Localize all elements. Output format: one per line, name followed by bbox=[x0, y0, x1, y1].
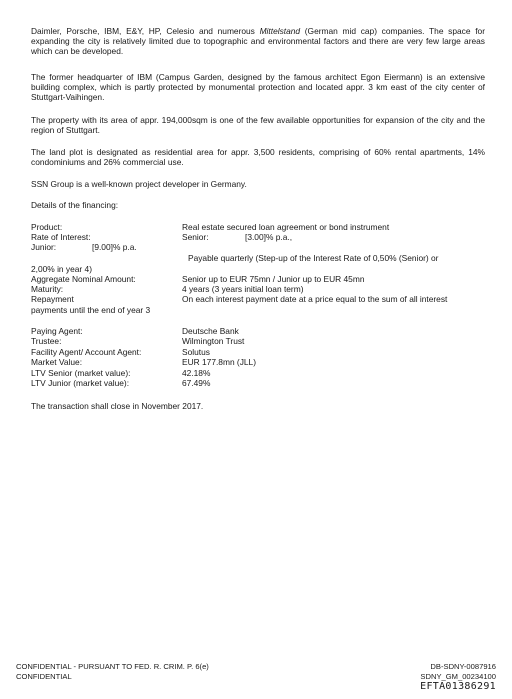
maturity-value: 4 years (3 years initial loan term) bbox=[182, 284, 304, 294]
bates-number-sdny: SDNY_GM_00234100 bbox=[420, 672, 496, 681]
product-value: Real estate secured loan agreement or bond instrument bbox=[182, 222, 390, 232]
repayment-label: Repayment bbox=[31, 294, 74, 304]
paragraph-land-plot: The land plot is designated as residential area for appr. 3,500 residents, comprising of 60% rental apartments, 14% condominiums and 26% commercial use. bbox=[31, 147, 485, 168]
junior-rate-value: [9.00]% p.a. bbox=[92, 242, 137, 252]
payable-text: Payable quarterly (Step-up of the Interest Rate of 0,50% (Senior) or bbox=[188, 253, 439, 263]
senior-rate-label: Senior: bbox=[182, 232, 209, 242]
ltv-senior-value: 42.18% bbox=[182, 368, 211, 378]
repayment-continued: payments until the end of year 3 bbox=[31, 305, 151, 315]
market-value-value: EUR 177.8mn (JLL) bbox=[182, 357, 257, 367]
facility-agent-label: Facility Agent/ Account Agent: bbox=[31, 347, 142, 357]
paragraph-property: The property with its area of appr. 194,000sqm is one of the few available opportunities for expansion of the city and the region of Stuttgart. bbox=[31, 115, 485, 136]
trustee-label: Trustee: bbox=[31, 336, 62, 346]
aggregate-label: Aggregate Nominal Amount: bbox=[31, 274, 136, 284]
senior-rate-value: [3.00]% p.a., bbox=[245, 232, 293, 242]
ltv-junior-label: LTV Junior (market value): bbox=[31, 378, 130, 388]
repayment-value: On each interest payment date at a price equal to the sum of all interest bbox=[182, 294, 448, 304]
mittelstand-term: Mittelstand bbox=[259, 26, 301, 36]
ltv-junior-value: 67.49% bbox=[182, 378, 211, 388]
closing-statement: The transaction shall close in November 2017. bbox=[31, 401, 204, 411]
paragraph-intro-text: Daimler, Porsche, IBM, E&Y, HP, Celesio and numerous bbox=[31, 26, 260, 36]
trustee-value: Wilmington Trust bbox=[182, 336, 245, 346]
facility-agent-value: Solutus bbox=[182, 347, 210, 357]
ltv-senior-label: LTV Senior (market value): bbox=[31, 368, 131, 378]
paragraph-ssn: SSN Group is a well-known project developer in Germany. bbox=[31, 179, 247, 189]
product-label: Product: bbox=[31, 222, 63, 232]
paragraph-intro-text-cont: (German mid cap) companies. The space for expanding the city is relatively limited due to topographic and environmental factors and there are very few large areas which can be developed. bbox=[31, 26, 485, 57]
bates-number-db: DB-SDNY-0087916 bbox=[430, 662, 496, 671]
aggregate-value: Senior up to EUR 75mn / Junior up to EUR 45mn bbox=[182, 274, 365, 284]
paragraph-ibm: The former headquarter of IBM (Campus Garden, designed by the famous architect Egon Eiermann) is an extensive building complex, which is partly protected by monumental protection and located appr. 3 km east of the city center of Stuttgart-Vaihingen. bbox=[31, 72, 485, 103]
paying-agent-value: Deutsche Bank bbox=[182, 326, 239, 336]
paragraph-intro bbox=[31, 26, 485, 57]
rate-label: Rate of Interest: bbox=[31, 232, 91, 242]
confidential-notice-1: CONFIDENTIAL - PURSUANT TO FED. R. CRIM. P. 6(e) bbox=[16, 662, 209, 671]
paragraph-details: Details of the financing: bbox=[31, 200, 119, 210]
maturity-label: Maturity: bbox=[31, 284, 64, 294]
paying-agent-label: Paying Agent: bbox=[31, 326, 83, 336]
market-value-label: Market Value: bbox=[31, 357, 83, 367]
junior-rate-label: Junior: bbox=[31, 242, 57, 252]
stepup-text: 2,00% in year 4) bbox=[31, 264, 92, 274]
efta-number: EFTA01386291 bbox=[420, 681, 496, 692]
confidential-notice-2: CONFIDENTIAL bbox=[16, 672, 72, 681]
